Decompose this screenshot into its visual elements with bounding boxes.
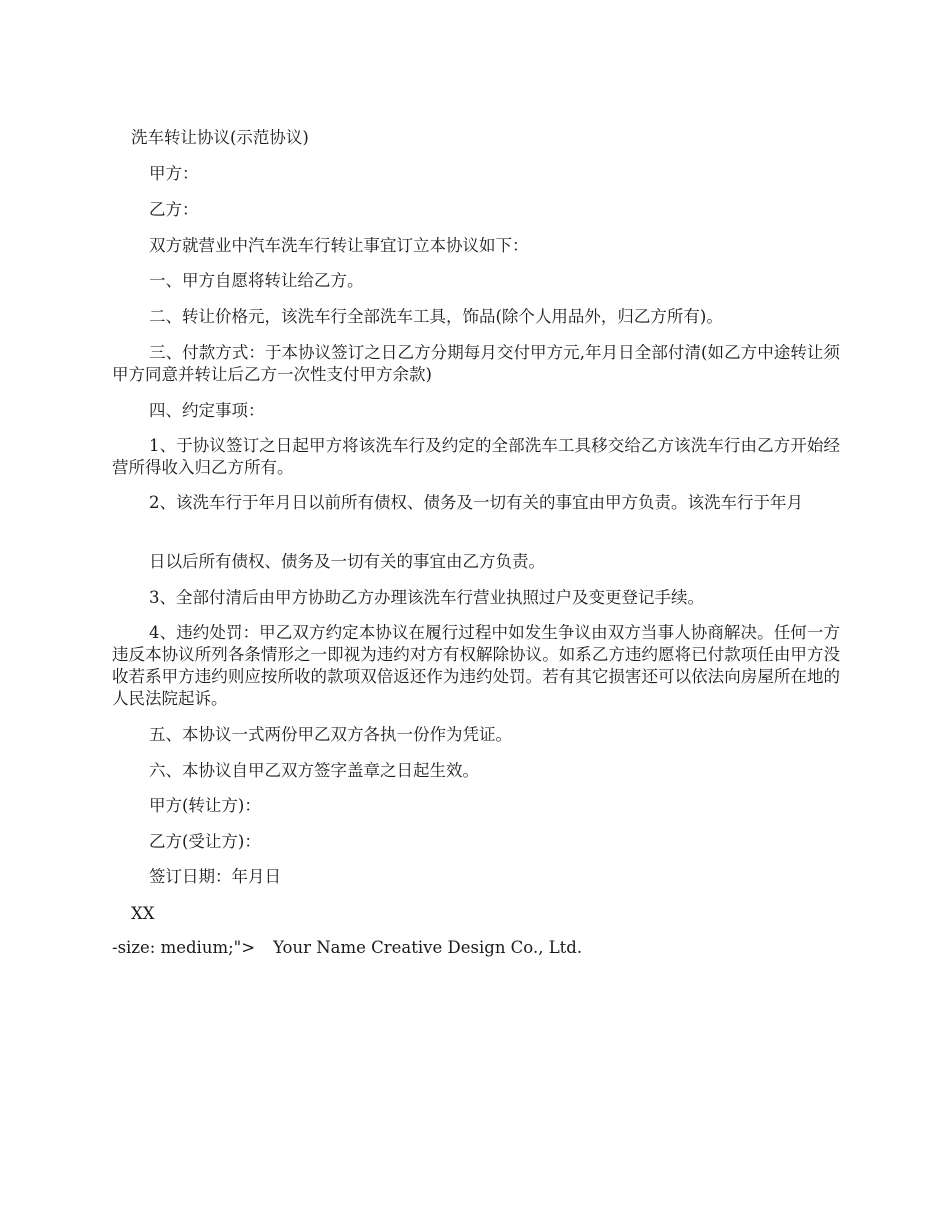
party-a-label: 甲方： bbox=[149, 164, 199, 183]
party-b-label: 乙方： bbox=[149, 200, 199, 219]
clause-2: 二、转让价格元，该洗车行全部洗车工具，饰品(除个人用品外，归乙方所有)。 bbox=[149, 307, 723, 326]
signature-party-b: 乙方(受让方)： bbox=[149, 832, 261, 851]
clause-3: 三、付款方式：于本协议签订之日乙方分期每月交付甲方元,年月日全部付清(如乙方中途转让须甲方同意并转让后乙方一次性支付甲方余款) bbox=[112, 343, 840, 384]
clause-6: 六、本协议自甲乙双方签字盖章之日起生效。 bbox=[149, 761, 479, 780]
clause-5: 五、本协议一式两份甲乙双方各执一份作为凭证。 bbox=[149, 725, 512, 744]
footer-line bbox=[112, 937, 582, 959]
item-3: 3、全部付清后由甲方协助乙方办理该洗车行营业执照过户及变更登记手续。 bbox=[149, 588, 704, 607]
signature-party-a: 甲方(转让方)： bbox=[149, 796, 261, 815]
item-4: 4、违约处罚：甲乙双方约定本协议在履行过程中如发生争议由双方当事人协商解决。任何一方违反本协议所列各条情形之一即视为违约对方有权解除协议。如系乙方违约愿将已付款项任由甲方没收若系甲方违约则应按所收的款项双倍返还作为违约处罚。若有其它损害还可以依法向房屋所在地的人民法院起诉。 bbox=[112, 623, 840, 708]
clause-4-heading: 四、约定事项： bbox=[149, 401, 265, 420]
signing-date: 签订日期：年月日 bbox=[149, 867, 281, 886]
clause-1: 一、甲方自愿将转让给乙方。 bbox=[149, 271, 364, 290]
footer-company: Your Name Creative Design Co., Ltd. bbox=[273, 938, 583, 957]
item-2: 2、该洗车行于年月日以前所有债权、债务及一切有关的事宜由甲方负责。该洗车行于年月 bbox=[149, 493, 803, 512]
footer-prefix: -size: medium;"> bbox=[112, 938, 256, 957]
item-1: 1、于协议签订之日起甲方将该洗车行及约定的全部洗车工具移交给乙方该洗车行由乙方开始经营所得收入归乙方所有。 bbox=[112, 436, 840, 477]
item-2-continuation: 日以后所有债权、债务及一切有关的事宜由乙方负责。 bbox=[149, 552, 545, 571]
intro-paragraph: 双方就营业中汽车洗车行转让事宜订立本协议如下： bbox=[149, 236, 529, 255]
xx-marker: XX bbox=[131, 904, 155, 923]
document-title: 洗车转让协议(示范协议) bbox=[131, 128, 309, 147]
